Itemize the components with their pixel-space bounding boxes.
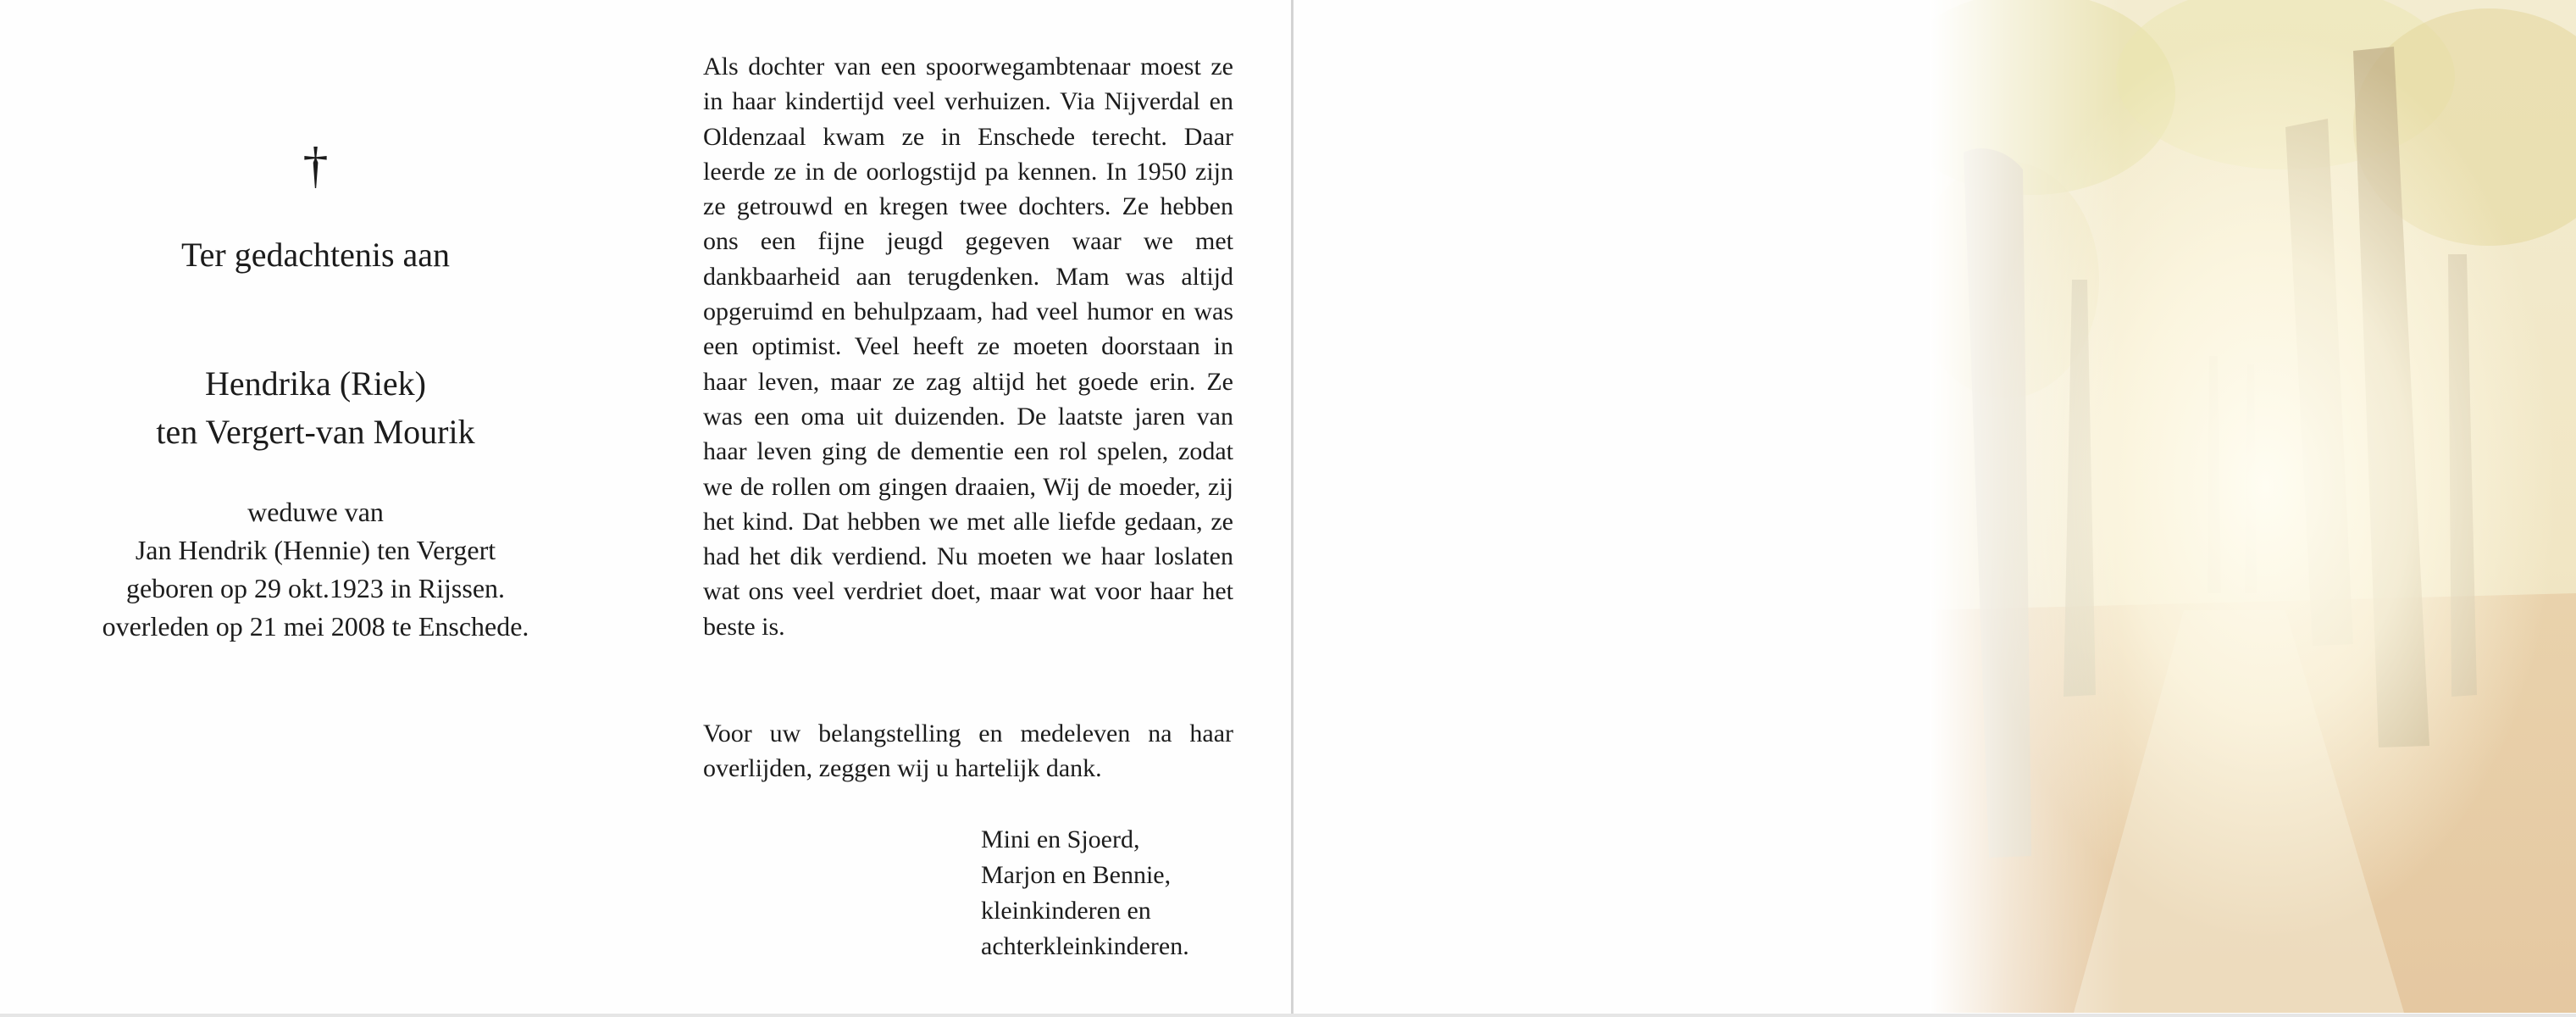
autumn-forest-image <box>1930 0 2576 1013</box>
spouse-name: Jan Hendrik (Hennie) ten Vergert <box>135 535 496 565</box>
card-bottom-edge <box>0 1014 2576 1017</box>
signature-block <box>981 822 1189 964</box>
death-line: overleden op 21 mei 2008 te Enschede. <box>102 611 529 642</box>
memorial-body-paragraph: Als dochter van een spoorwegambtenaar moest ze in haar kindertijd veel verhuizen. Via Nijverdal en Oldenzaal kwam ze in Enschede terecht. Daar leerde ze in de oorlogstijd pa kennen. In 1950 zijn ze getrouwd en kregen twee dochters. Ze hebben ons een fijne jeugd gegeven waar we met dankbaarheid aan terugdenken. Mam was altijd opgeruimd en behulpzaam, had veel humor en was een optimist. Veel heeft ze moeten doorstaan in haar leven, maar ze zag altijd het goede erin. Ze was een oma uit duizenden. De laatste jaren van haar leven ging de dementie een rol spelen, zodat we de rollen om gingen draaien, Wij de moeder, zij het kind. Dat hebben we met alle liefde gedaan, ze had het dik verdiend. Nu moeten we haar loslaten wat ons veel verdriet doet, maar wat voor haar het beste is. <box>703 53 1233 641</box>
birth-line: geboren op 29 okt.1923 in Rijssen. <box>125 573 506 603</box>
thanks-paragraph: Voor uw belangstelling en medeleven na haar overlijden, zeggen wij u hartelijk dank. <box>703 720 1233 783</box>
intro-heading: Ter gedachtenis aan <box>180 236 451 274</box>
deceased-name <box>0 359 631 456</box>
signature-line: Marjon en Bennie, <box>981 861 1172 889</box>
forest-path-illustration <box>1930 0 2576 1013</box>
widow-of-label: weduwe van <box>247 497 384 527</box>
memorial-name-panel <box>0 0 631 1013</box>
deceased-name-line-2: ten Vergert-van Mourik <box>156 413 475 451</box>
fold-line-center <box>1291 0 1294 1017</box>
signature-line: Mini en Sjoerd, <box>981 825 1140 853</box>
signature-line: kleinkinderen en <box>981 897 1151 925</box>
deceased-name-line-1: Hendrika (Riek) <box>204 364 426 403</box>
cross-icon: † <box>302 137 329 193</box>
memorial-text-panel <box>703 49 1233 960</box>
signature-line: achterkleinkinderen. <box>981 932 1189 960</box>
life-details <box>0 493 631 646</box>
